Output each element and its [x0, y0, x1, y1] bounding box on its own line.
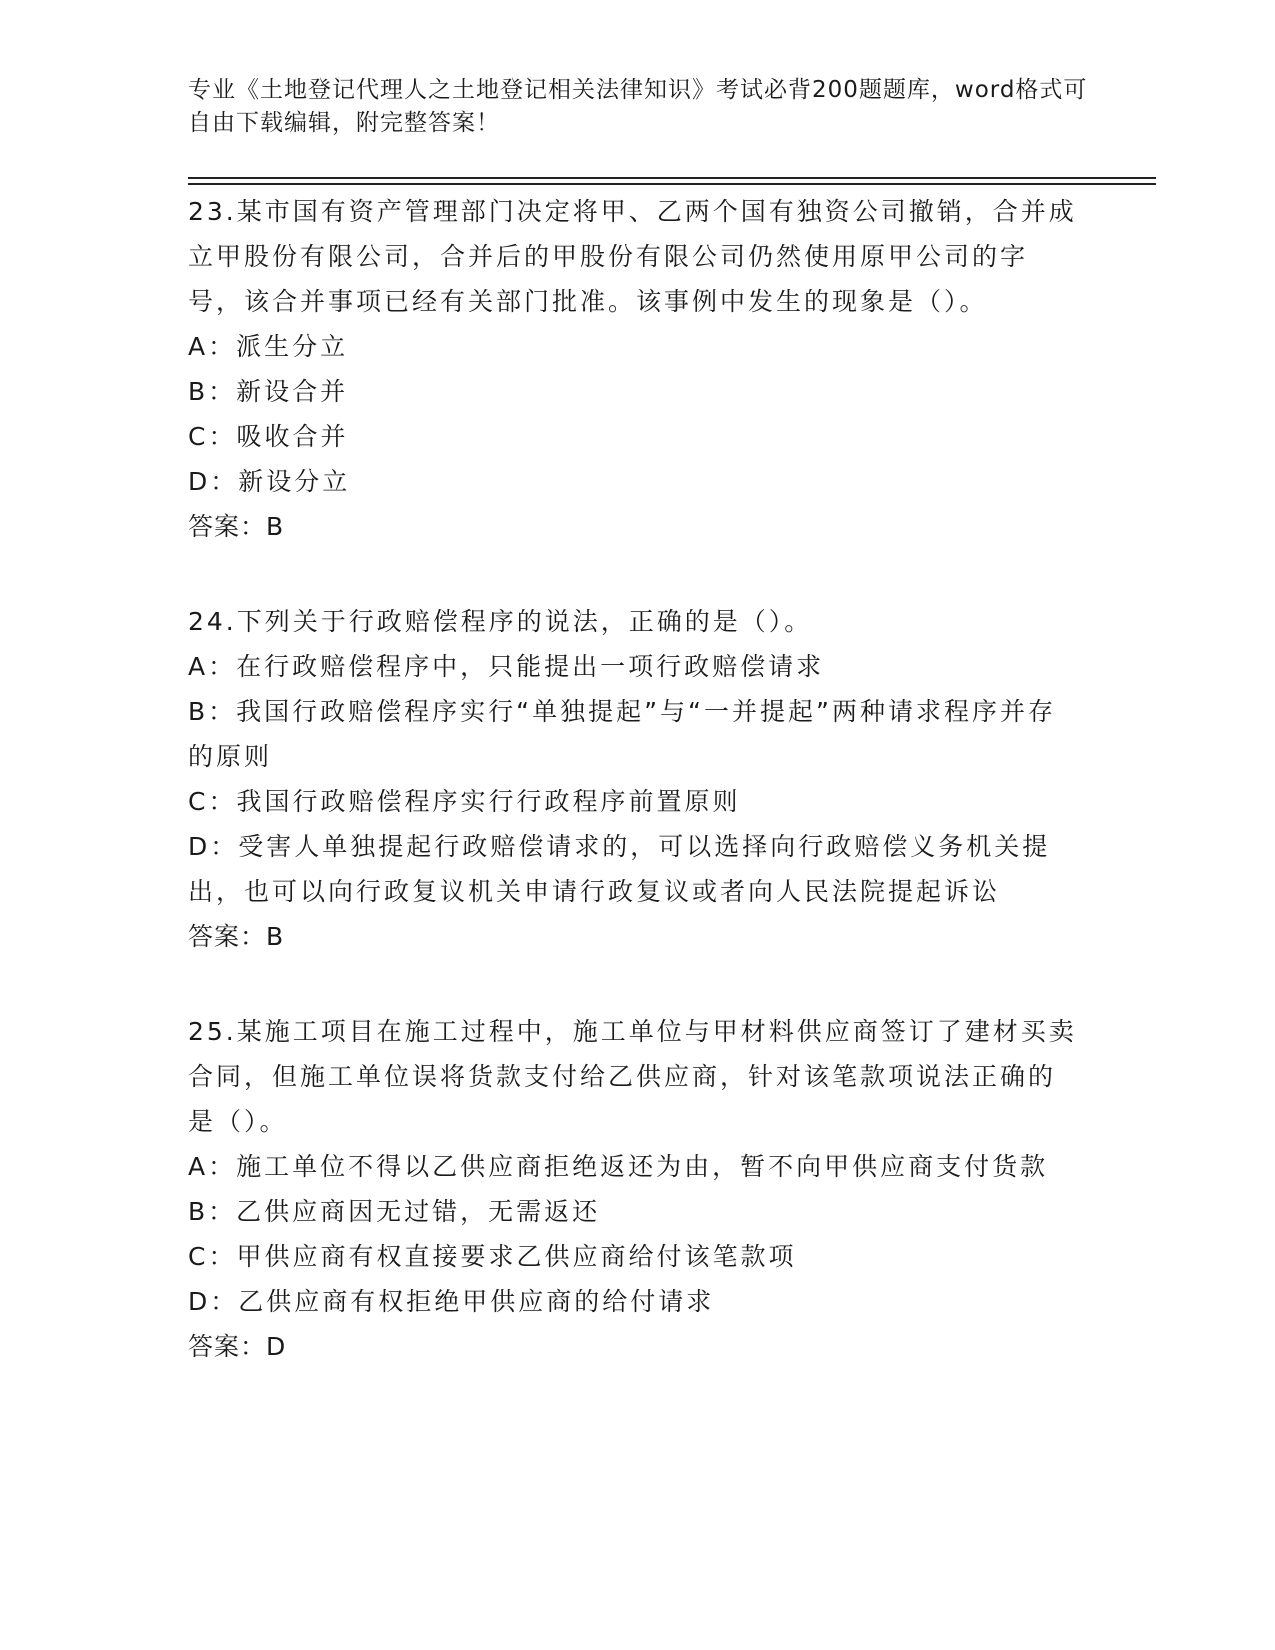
- option-a: A：派生分立: [188, 332, 349, 361]
- header-divider-bottom: [188, 183, 1156, 185]
- question-24: [188, 599, 1078, 959]
- question-23: [188, 189, 1078, 549]
- option-c: C：我国行政赔偿程序实行行政程序前置原则: [188, 787, 741, 816]
- option-c: C：甲供应商有权直接要求乙供应商给付该笔款项: [188, 1242, 797, 1271]
- option-a: A：在行政赔偿程序中，只能提出一项行政赔偿请求: [188, 652, 825, 681]
- option-b: B：乙供应商因无过错，无需返还: [188, 1197, 601, 1226]
- option-c: C：吸收合并: [188, 422, 349, 451]
- question-stem: 25.某施工项目在施工过程中，施工单位与甲材料供应商签订了建材买卖合同，但施工单位误将货款支付给乙供应商，针对该笔款项说法正确的是（）。: [188, 1017, 1077, 1136]
- question-stem: 24.下列关于行政赔偿程序的说法，正确的是（）。: [188, 607, 813, 636]
- document-header: 专业《土地登记代理人之土地登记相关法律知识》考试必背200题题库，word格式可自由下载编辑，附完整答案！: [188, 77, 1088, 136]
- header-divider-top: [188, 177, 1156, 179]
- question-25: [188, 1009, 1078, 1369]
- option-b: B：我国行政赔偿程序实行“单独提起”与“一并提起”两种请求程序并存的原则: [188, 697, 1056, 771]
- option-d: D：新设分立: [188, 467, 351, 496]
- question-stem: 23.某市国有资产管理部门决定将甲、乙两个国有独资公司撤销，合并成立甲股份有限公司，合并后的甲股份有限公司仍然使用原甲公司的字号，该合并事项已经有关部门批准。该事例中发生的现象是（）。: [188, 197, 1077, 316]
- option-d: D：乙供应商有权拒绝甲供应商的给付请求: [188, 1287, 715, 1316]
- option-a: A：施工单位不得以乙供应商拒绝返还为由，暂不向甲供应商支付货款: [188, 1152, 1049, 1181]
- option-d: D：受害人单独提起行政赔偿请求的，可以选择向行政赔偿义务机关提出，也可以向行政复议机关申请行政复议或者向人民法院提起诉讼: [188, 832, 1051, 906]
- answer: 答案：D: [188, 1332, 287, 1361]
- answer: 答案：B: [188, 922, 285, 951]
- option-b: B：新设合并: [188, 377, 349, 406]
- answer: 答案：B: [188, 512, 285, 541]
